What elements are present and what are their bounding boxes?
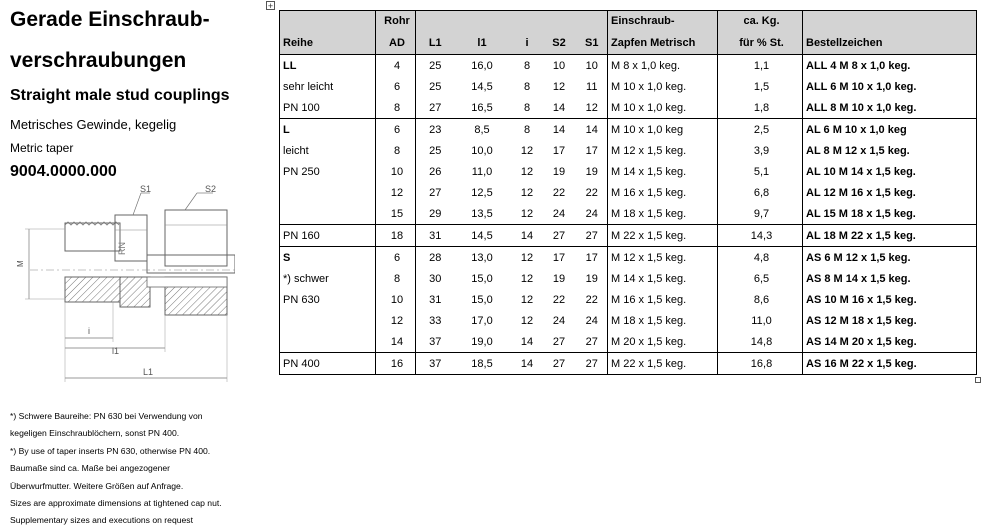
- cell-l1: 26: [416, 161, 452, 182]
- cell-order-code: AS 16 M 22 x 1,5 keg.: [803, 353, 977, 375]
- cell-l1: 37: [416, 353, 452, 375]
- cell-weight: 16,8: [718, 353, 803, 375]
- coupling-technical-drawing: [15, 185, 235, 385]
- header-s2: [542, 11, 574, 32]
- cell-s2: 19: [552, 272, 566, 285]
- table-row: [280, 140, 977, 161]
- header-order-code: [803, 11, 977, 32]
- s2-label: S2: [205, 185, 217, 194]
- cell-l1-small: 13,0: [471, 251, 493, 264]
- cell-reihe: [280, 331, 376, 353]
- cell-s2: 24: [552, 207, 566, 220]
- cell-reihe: PN 400: [283, 357, 320, 370]
- cell-ad: 14: [376, 331, 416, 353]
- title-line-2: verschraubungen: [10, 49, 187, 72]
- cell-l1-small: 10,0: [471, 144, 493, 157]
- m-label: M: [16, 260, 25, 267]
- cell-order-code: AL 15 M 18 x 1,5 keg.: [803, 203, 977, 225]
- table-row: [280, 331, 977, 353]
- cell-l1-small: 14,5: [471, 229, 493, 242]
- cell-s1: 27: [585, 357, 598, 370]
- cell-s1: 17: [585, 251, 598, 264]
- cell-reihe: [280, 310, 376, 331]
- thread-type-english: Metric taper: [10, 141, 74, 155]
- cell-zapfen: M 10 x 1,0 keg.: [608, 76, 718, 97]
- cell-l1-small: 18,5: [471, 357, 493, 370]
- cell-weight: 2,5: [718, 119, 803, 141]
- cell-zapfen: M 12 x 1,5 keg.: [608, 140, 718, 161]
- cell-ad: 6: [376, 76, 416, 97]
- cell-l1-small: 12,5: [471, 186, 493, 199]
- cell-i: 12: [520, 165, 534, 178]
- header-s1: [574, 11, 608, 32]
- cell-s1: 27: [585, 229, 598, 242]
- header-zapfen: Einschraub-: [608, 11, 718, 32]
- cell-order-code: AL 12 M 16 x 1,5 keg.: [803, 182, 977, 203]
- cell-ad: 6: [376, 247, 416, 269]
- header-ad: AD: [376, 31, 416, 55]
- header-l1: L1: [416, 31, 452, 55]
- header-order-code: Bestellzeichen: [803, 31, 977, 55]
- cell-order-code: ALL 4 M 8 x 1,0 keg.: [803, 55, 977, 77]
- note-line: Überwurfmutter. Weitere Größen auf Anfrage.: [10, 480, 184, 491]
- cell-ad: 8: [376, 268, 416, 289]
- cell-s1: 14: [585, 123, 598, 136]
- cell-zapfen: M 10 x 1,0 keg: [608, 119, 718, 141]
- cell-zapfen: M 16 x 1,5 keg.: [608, 182, 718, 203]
- cell-zapfen: M 10 x 1,0 keg.: [608, 97, 718, 119]
- cell-s2: 22: [552, 186, 566, 199]
- cell-ad: 6: [376, 119, 416, 141]
- cell-weight: 4,8: [718, 247, 803, 269]
- cell-zapfen: M 8 x 1,0 keg.: [608, 55, 718, 77]
- l1-label: l1: [112, 346, 120, 356]
- header-i: [510, 11, 542, 32]
- cell-l1: 27: [416, 97, 452, 119]
- cell-reihe: sehr leicht: [283, 80, 334, 93]
- cell-order-code: AS 6 M 12 x 1,5 keg.: [803, 247, 977, 269]
- note-line: Supplementary sizes and executions on request: [10, 515, 193, 526]
- cell-i: 8: [523, 123, 531, 136]
- cell-s2: 27: [552, 357, 566, 370]
- cell-order-code: AL 8 M 12 x 1,5 keg.: [803, 140, 977, 161]
- header-ad: Rohr: [376, 11, 416, 32]
- cell-zapfen: M 18 x 1,5 keg.: [608, 310, 718, 331]
- cell-i: 14: [520, 335, 534, 348]
- cell-l1: 31: [416, 225, 452, 247]
- cell-reihe: PN 630: [283, 293, 320, 306]
- cell-l1: 25: [416, 76, 452, 97]
- cell-l1: 31: [416, 289, 452, 310]
- cell-s1: 17: [585, 144, 598, 157]
- cell-order-code: AS 12 M 18 x 1,5 keg.: [803, 310, 977, 331]
- cell-l1: 25: [416, 55, 452, 77]
- table-row: [280, 289, 977, 310]
- cell-s1: 27: [585, 335, 598, 348]
- cell-l1: 29: [416, 203, 452, 225]
- cell-i: 8: [523, 101, 531, 114]
- header-zapfen: Zapfen Metrisch: [608, 31, 718, 55]
- cell-l1-small: 14,5: [471, 80, 493, 93]
- cell-order-code: AS 8 M 14 x 1,5 keg.: [803, 268, 977, 289]
- cell-i: 12: [520, 272, 534, 285]
- cell-reihe: [280, 203, 376, 225]
- header-l1: [416, 11, 452, 32]
- table-row: [280, 353, 977, 375]
- subtitle-english: Straight male stud couplings: [10, 87, 230, 104]
- cell-order-code: AL 10 M 14 x 1,5 keg.: [803, 161, 977, 182]
- cell-weight: 1,5: [718, 76, 803, 97]
- cell-zapfen: M 22 x 1,5 keg.: [608, 225, 718, 247]
- cell-weight: 8,6: [718, 289, 803, 310]
- cell-reihe: LL: [283, 59, 297, 72]
- cell-reihe: *) schwer: [283, 272, 329, 285]
- cell-s2: 17: [552, 251, 566, 264]
- cell-l1-small: 16,0: [471, 59, 493, 72]
- cell-ad: 4: [376, 55, 416, 77]
- cell-weight: 1,1: [718, 55, 803, 77]
- specification-table: [279, 10, 977, 375]
- table-row: [280, 97, 977, 119]
- cell-reihe: L: [283, 123, 290, 136]
- header-reihe: Reihe: [280, 31, 376, 55]
- header-weight: ca. Kg.: [718, 11, 803, 32]
- cell-i: 12: [520, 207, 534, 220]
- cell-l1: 37: [416, 331, 452, 353]
- cell-ad: 10: [376, 289, 416, 310]
- cell-reihe: PN 100: [283, 101, 320, 114]
- cell-s1: 22: [585, 186, 598, 199]
- cell-weight: 5,1: [718, 161, 803, 182]
- cell-s1: 19: [585, 165, 598, 178]
- title-line-1: Gerade Einschraub-: [10, 8, 210, 31]
- cell-l1-small: 16,5: [471, 101, 493, 114]
- cell-reihe: leicht: [283, 144, 309, 157]
- cell-i: 14: [520, 357, 534, 370]
- cell-i: 12: [520, 144, 534, 157]
- table-row: [280, 225, 977, 247]
- table-row: [280, 119, 977, 141]
- cell-s1: 11: [586, 80, 598, 93]
- thread-type-german: Metrisches Gewinde, kegelig: [10, 117, 177, 132]
- cell-ad: 8: [376, 140, 416, 161]
- cell-i: 12: [520, 186, 534, 199]
- table-row: [280, 76, 977, 97]
- cell-reihe: PN 160: [283, 229, 320, 242]
- cell-weight: 1,8: [718, 97, 803, 119]
- cell-zapfen: M 22 x 1,5 keg.: [608, 353, 718, 375]
- article-number: 9004.0000.000: [10, 163, 117, 180]
- cell-l1-small: 15,0: [471, 272, 493, 285]
- header-s1: S1: [574, 31, 608, 55]
- cell-s1: 10: [585, 59, 598, 72]
- table-resize-handle[interactable]: [975, 377, 981, 383]
- i-label: i: [88, 326, 90, 336]
- cell-zapfen: M 14 x 1,5 keg.: [608, 268, 718, 289]
- table-move-handle-icon[interactable]: +: [267, 1, 274, 11]
- cell-s2: 17: [552, 144, 566, 157]
- s1-label: S1: [140, 185, 152, 194]
- cell-i: 14: [520, 229, 534, 242]
- cell-reihe: S: [283, 251, 291, 264]
- cell-zapfen: M 16 x 1,5 keg.: [608, 289, 718, 310]
- cell-i: 8: [523, 59, 531, 72]
- header-l1-small: [452, 11, 510, 32]
- cell-i: 12: [520, 314, 534, 327]
- cell-ad: 12: [376, 182, 416, 203]
- cell-zapfen: M 14 x 1,5 keg.: [608, 161, 718, 182]
- table-header-row: [280, 11, 977, 32]
- cell-ad: 16: [376, 353, 416, 375]
- cell-s1: 19: [585, 272, 598, 285]
- cell-i: 12: [520, 251, 534, 264]
- cell-s2: 27: [552, 335, 566, 348]
- cell-l1: 28: [416, 247, 452, 269]
- cell-ad: 10: [376, 161, 416, 182]
- cell-ad: 12: [376, 310, 416, 331]
- footnotes: [10, 408, 222, 530]
- cell-s2: 19: [552, 165, 566, 178]
- table-row: [280, 161, 977, 182]
- note-line: kegeligen Einschraublöchern, sonst PN 400.: [10, 428, 180, 439]
- table-row: [280, 182, 977, 203]
- cell-order-code: AS 14 M 20 x 1,5 keg.: [803, 331, 977, 353]
- cell-weight: 11,0: [718, 310, 803, 331]
- cell-zapfen: M 20 x 1,5 keg.: [608, 331, 718, 353]
- cell-ad: 8: [376, 97, 416, 119]
- cell-l1: 23: [416, 119, 452, 141]
- header-reihe: [280, 11, 376, 32]
- cell-s2: 14: [552, 101, 566, 114]
- cell-s1: 22: [585, 293, 598, 306]
- cell-l1: 30: [416, 268, 452, 289]
- cell-l1: 25: [416, 140, 452, 161]
- note-line: Baumaße sind ca. Maße bei angezogener: [10, 463, 171, 474]
- header-weight: für % St.: [718, 31, 803, 55]
- left-panel: [10, 0, 272, 528]
- cell-weight: 9,7: [718, 203, 803, 225]
- cell-s2: 24: [552, 314, 566, 327]
- cell-s1: 12: [585, 101, 598, 114]
- cell-ad: 15: [376, 203, 416, 225]
- cell-s2: 27: [552, 229, 566, 242]
- cell-order-code: ALL 6 M 10 x 1,0 keg.: [803, 76, 977, 97]
- cell-weight: 14,8: [718, 331, 803, 353]
- cell-ad: 18: [376, 225, 416, 247]
- cell-l1-small: 15,0: [471, 293, 493, 306]
- cell-s1: 24: [585, 314, 598, 327]
- cell-s2: 14: [552, 123, 566, 136]
- note-line: *) By use of taper inserts PN 630, otherwise PN 400.: [10, 445, 211, 456]
- cell-weight: 6,5: [718, 268, 803, 289]
- cell-s2: 10: [552, 59, 566, 72]
- header-l1-small: l1: [452, 31, 510, 55]
- cell-zapfen: M 18 x 1,5 keg.: [608, 203, 718, 225]
- cell-order-code: AS 10 M 16 x 1,5 keg.: [803, 289, 977, 310]
- cell-s2: 12: [552, 80, 566, 93]
- cell-l1: 33: [416, 310, 452, 331]
- cell-weight: 3,9: [718, 140, 803, 161]
- header-s2: S2: [542, 31, 574, 55]
- table-row: [280, 268, 977, 289]
- cell-zapfen: M 12 x 1,5 keg.: [608, 247, 718, 269]
- L1-label: L1: [143, 367, 154, 377]
- cell-reihe: [280, 182, 376, 203]
- cell-i: 8: [523, 80, 531, 93]
- cell-i: 12: [520, 293, 534, 306]
- cell-order-code: AL 6 M 10 x 1,0 keg: [803, 119, 977, 141]
- cell-l1-small: 11,0: [471, 165, 493, 178]
- cell-s2: 22: [552, 293, 566, 306]
- cell-l1-small: 17,0: [471, 314, 493, 327]
- cell-l1-small: 13,5: [471, 207, 493, 220]
- table-row: [280, 310, 977, 331]
- table-row: [280, 247, 977, 269]
- table-row: [280, 203, 977, 225]
- cell-l1-small: 19,0: [471, 335, 493, 348]
- rn-label: RN: [117, 242, 127, 255]
- cell-reihe: PN 250: [283, 165, 320, 178]
- header-i: i: [510, 31, 542, 55]
- note-line: *) Schwere Baureihe: PN 630 bei Verwendung von: [10, 411, 203, 421]
- cell-order-code: AL 18 M 22 x 1,5 keg.: [803, 225, 977, 247]
- cell-l1: 27: [416, 182, 452, 203]
- note-line: Sizes are approximate dimensions at tightened cap nut.: [10, 498, 222, 509]
- cell-order-code: ALL 8 M 10 x 1,0 keg.: [803, 97, 977, 119]
- cell-weight: 6,8: [718, 182, 803, 203]
- cell-s1: 24: [585, 207, 598, 220]
- table-header-row: [280, 31, 977, 55]
- cell-l1-small: 8,5: [474, 123, 490, 136]
- table-row: [280, 55, 977, 77]
- cell-weight: 14,3: [718, 225, 803, 247]
